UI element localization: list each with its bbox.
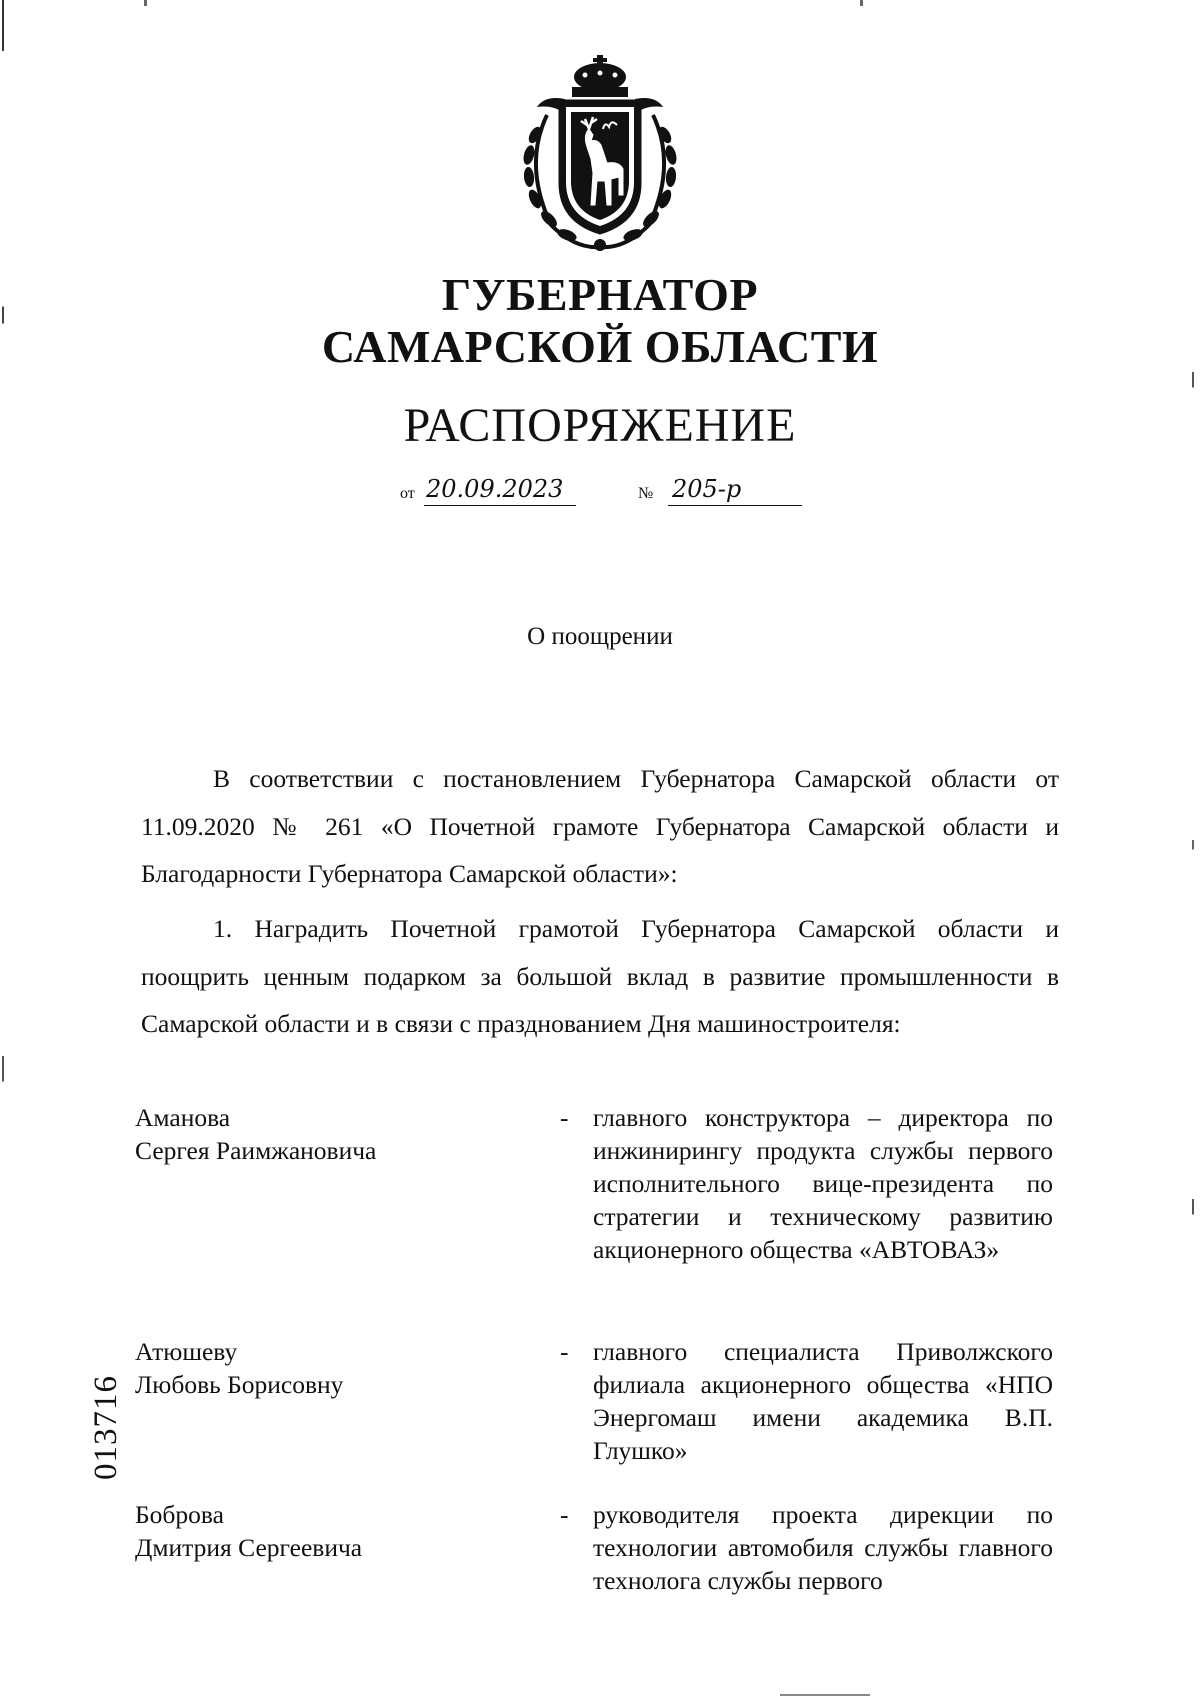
awardee-surname: Аманова	[135, 1103, 231, 1132]
document-subject: О поощрении	[527, 623, 673, 650]
awardee-name	[135, 1335, 535, 1401]
document-number: 205-р	[668, 475, 802, 506]
coat-of-arms-icon	[505, 55, 695, 255]
issuer-title-line-1: ГУБЕРНАТОР	[441, 269, 759, 320]
document-date: 20.09.2023	[424, 475, 576, 506]
preamble-paragraph: В соответствии с постановлением Губернатора Самарской области от 11.09.2020 № 261 «О Почетной грамоте Губернатора Самарской области и Благодарности Губернатора Самарской области»:	[141, 764, 1059, 888]
scan-mark	[144, 0, 147, 6]
number-sign: №	[638, 485, 654, 502]
awardee-given-names: Дмитрия Сергеевича	[135, 1533, 363, 1562]
awardee-position: главного конструктора – директора по инжинирингу продукта службы первого исполнительного вице-президента по стратегии и техническому развитию акционерного общества «АВТОВАЗ»	[593, 1103, 1053, 1264]
date-number-line	[400, 475, 800, 515]
issuer-title-line-2: САМАРСКОЙ ОБЛАСТИ	[321, 321, 879, 372]
serial-number: 013716	[88, 1375, 124, 1480]
awardee-position: главного специалиста Приволжского филиала акционерного общества «НПО Энергомаш имени академика В.П. Глушко»	[593, 1337, 1053, 1465]
awardee-given-names: Любовь Борисовну	[135, 1370, 344, 1399]
scan-edge-left	[2, 0, 4, 1703]
list-dash: -	[560, 1500, 569, 1529]
awardee-given-names: Сергея Раимжановича	[135, 1136, 377, 1165]
awardee-name	[135, 1498, 535, 1564]
award-clause-paragraph: 1. Наградить Почетной грамотой Губернатора Самарской области и поощрить ценным подарком за большой вклад в развитие промышленности в Самарской области и в связи с празднованием Дня машиностроителя:	[141, 914, 1059, 1038]
awardee-name	[135, 1101, 535, 1167]
list-dash: -	[560, 1103, 569, 1132]
document-type-title: РАСПОРЯЖЕНИЕ	[403, 399, 797, 452]
scan-mark	[780, 1694, 870, 1696]
scan-mark	[860, 0, 863, 6]
awardee-surname: Атюшеву	[135, 1337, 238, 1366]
awardee-position: руководителя проекта дирекции по технологии автомобиля службы главного технолога службы первого	[593, 1500, 1053, 1595]
date-prefix: от	[400, 485, 415, 502]
awardee-surname: Боброва	[135, 1500, 224, 1529]
list-dash: -	[560, 1337, 569, 1366]
